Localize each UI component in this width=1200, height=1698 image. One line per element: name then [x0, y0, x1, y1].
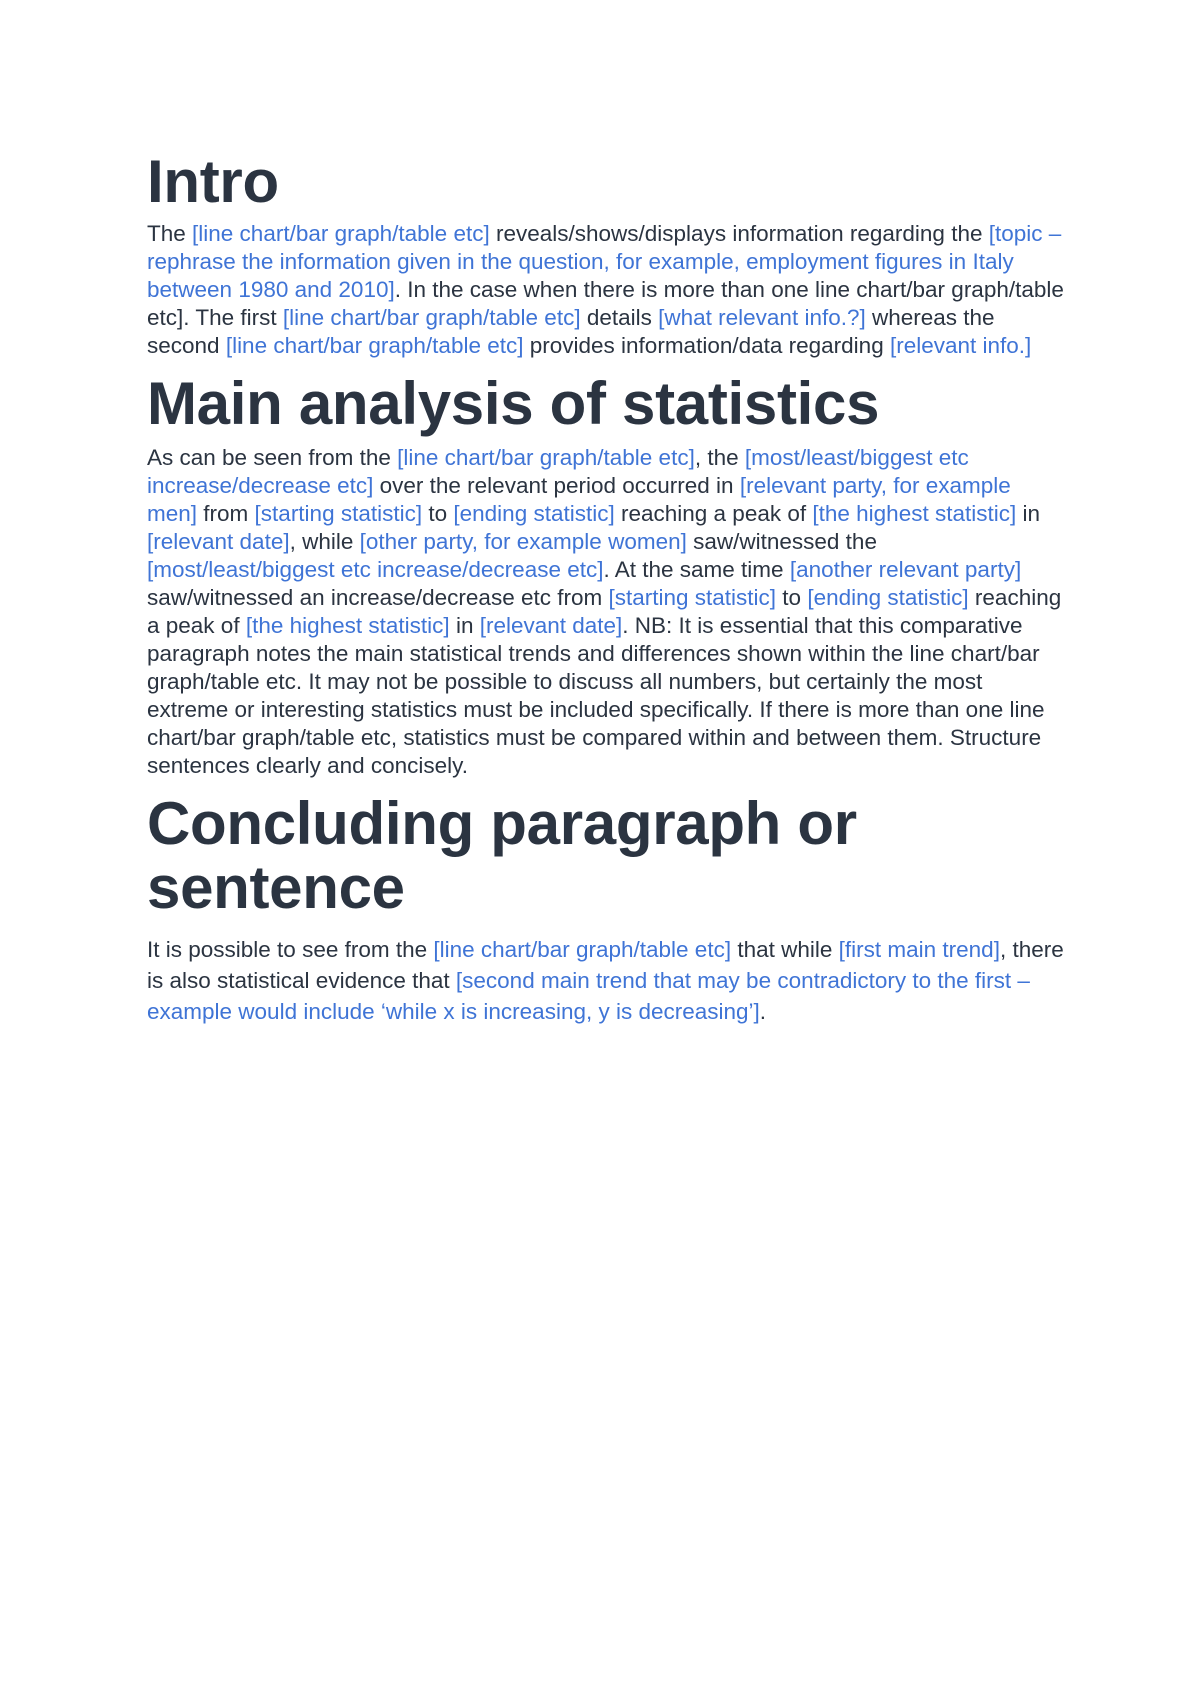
body-text: reaching a peak of: [147, 585, 1062, 638]
section-heading-conclusion: Concluding paragraph or sentence: [147, 790, 857, 921]
placeholder-text: [line chart/bar graph/table etc]: [282, 305, 581, 330]
body-text: As can be seen from the: [147, 445, 398, 470]
body-text: , while: [289, 529, 360, 554]
body-text: reaching a peak of: [614, 501, 813, 526]
placeholder-text: [most/least/biggest etc increase/decrease etc]: [147, 557, 604, 582]
placeholder-text: [second main trend that may be contradictory to the first – example would include ‘while x is increasing, y is decreasing’]: [147, 968, 1030, 1024]
placeholder-text: [relevant date]: [147, 529, 290, 554]
body-text: saw/witnessed the: [686, 529, 877, 554]
document-page: [147, 150, 1067, 1027]
body-text: over the relevant period occurred in: [373, 473, 740, 498]
placeholder-text: [line chart/bar graph/table etc]: [433, 937, 732, 962]
placeholder-text: [relevant info.]: [889, 333, 1032, 358]
body-text: whereas the second: [147, 305, 995, 358]
placeholder-text: [starting statistic]: [608, 585, 777, 610]
placeholder-text: [the highest statistic]: [245, 613, 450, 638]
placeholder-text: [another relevant party]: [789, 557, 1022, 582]
main-analysis-section: [147, 372, 1067, 780]
section-heading-intro: Intro: [147, 148, 279, 215]
body-text: .: [759, 999, 767, 1024]
placeholder-text: [ending statistic]: [807, 585, 969, 610]
body-text: in: [449, 613, 480, 638]
placeholder-text: [topic – rephrase the information given in the question, for example, employment figures in Italy between 1980 and 2010]: [147, 221, 1062, 302]
placeholder-text: [line chart/bar graph/table etc]: [192, 221, 490, 246]
body-text: to: [422, 501, 454, 526]
body-text: from: [197, 501, 255, 526]
body-text: saw/witnessed an increase/decrease etc from: [147, 585, 609, 610]
placeholder-text: [relevant date]: [479, 613, 623, 638]
body-text: , there is also statistical evidence that: [147, 937, 1064, 993]
placeholder-text: [line chart/bar graph/table etc]: [397, 445, 695, 470]
conclusion-paragraph: [147, 934, 1067, 1027]
body-text: to: [776, 585, 808, 610]
placeholder-text: [what relevant info.?]: [658, 305, 866, 330]
intro-section: [147, 150, 1067, 360]
placeholder-text: [line chart/bar graph/table etc]: [225, 333, 524, 358]
placeholder-text: [first main trend]: [838, 937, 1000, 962]
intro-paragraph: [147, 220, 1067, 360]
body-text: that while: [731, 937, 839, 962]
body-text: in: [1016, 501, 1040, 526]
body-text: provides information/data regarding: [523, 333, 890, 358]
body-text: details: [580, 305, 659, 330]
body-text: The: [147, 221, 193, 246]
section-heading-main-analysis: Main analysis of statistics: [147, 370, 880, 437]
placeholder-text: [most/least/biggest etc increase/decrease etc]: [147, 445, 969, 498]
placeholder-text: [starting statistic]: [254, 501, 423, 526]
placeholder-text: [other party, for example women]: [359, 529, 687, 554]
body-text: , the: [694, 445, 745, 470]
placeholder-text: [relevant party, for example men]: [147, 473, 1011, 526]
body-text: . In the case when there is more than one line chart/bar graph/table etc]. The first: [147, 277, 1064, 330]
body-text: . At the same time: [603, 557, 790, 582]
body-text: reveals/shows/displays information regarding the: [489, 221, 989, 246]
body-text: It is possible to see from the: [147, 937, 434, 962]
main-analysis-paragraph: [147, 444, 1067, 780]
conclusion-section: [147, 792, 1067, 1027]
placeholder-text: [the highest statistic]: [812, 501, 1017, 526]
body-text: . NB: It is essential that this comparative paragraph notes the main statistical trends and differences shown within the line chart/bar graph/table etc. It may not be possible to discuss all numbers, but certainly the most extreme or interesting statistics must be included specifically. If there is more than one line chart/bar graph/table etc, statistics must be compared within and between them. Structure sentences clearly and concisely.: [147, 613, 1045, 778]
placeholder-text: [ending statistic]: [453, 501, 615, 526]
